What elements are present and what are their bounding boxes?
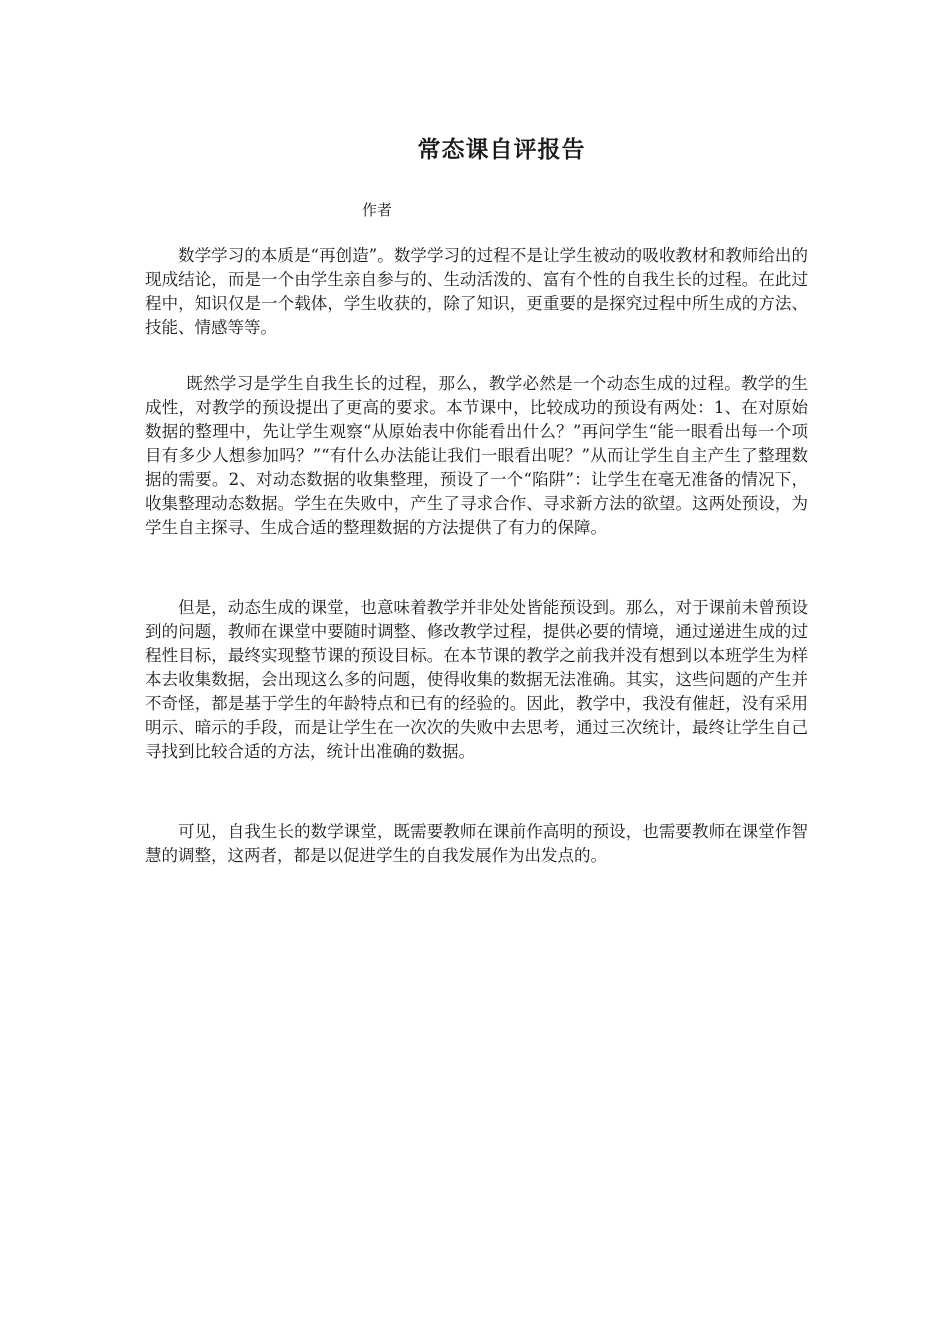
paragraph-2: 既然学习是学生自我生长的过程，那么，教学必然是一个动态生成的过程。教学的生成性，对教学的预设提出了更高的要求。本节课中，比较成功的预设有两处：1、在对原始数据的整理中，先让学生观察“从原始表中你能看出什么？”再问学生“能一眼看出每一个项目有多少人想参加吗？”“有什么办法能让我们一眼看出呢？”从而让学生自主产生了整理数据的需要。2、对动态数据的收集整理，预设了一个“陷阱”：让学生在毫无准备的情况下，收集整理动态数据。学生在失败中，产生了寻求合作、寻求新方法的欲望。这两处预设，为学生自主探寻、生成合适的整理数据的方法提供了有力的保障。 <box>145 374 808 537</box>
author-label: 作者 <box>362 201 393 219</box>
paragraph-1: 数学学习的本质是“再创造”。数学学习的过程不是让学生被动的吸收教材和教师给出的现成结论，而是一个由学生亲自参与的、生动活泼的、富有个性的自我生长的过程。在此过程中，知识仅是一个载体，学生收获的，除了知识，更重要的是探究过程中所生成的方法、技能、情感等等。 <box>145 246 808 337</box>
paragraph-3: 但是，动态生成的课堂，也意味着教学并非处处皆能预设到。那么，对于课前未曾预设到的问题，教师在课堂中要随时调整、修改教学过程，提供必要的情境，通过递进生成的过程性目标，最终实现整节课的预设目标。在本节课的教学之前我并没有想到以本班学生为样本去收集数据，会出现这么多的问题，使得收集的数据无法准确。其实，这些问题的产生并不奇怪，都是基于学生的年龄特点和已有的经验的。因此，教学中，我没有催赶，没有采用明示、暗示的手段，而是让学生在一次次的失败中去思考，通过三次统计，最终让学生自己寻找到比较合适的方法，统计出准确的数据。 <box>145 598 808 761</box>
document-title: 常态课自评报告 <box>417 136 586 163</box>
paragraph-4: 可见，自我生长的数学课堂，既需要教师在课前作高明的预设，也需要教师在课堂作智慧的调整，这两者，都是以促进学生的自我发展作为出发点的。 <box>145 822 808 865</box>
